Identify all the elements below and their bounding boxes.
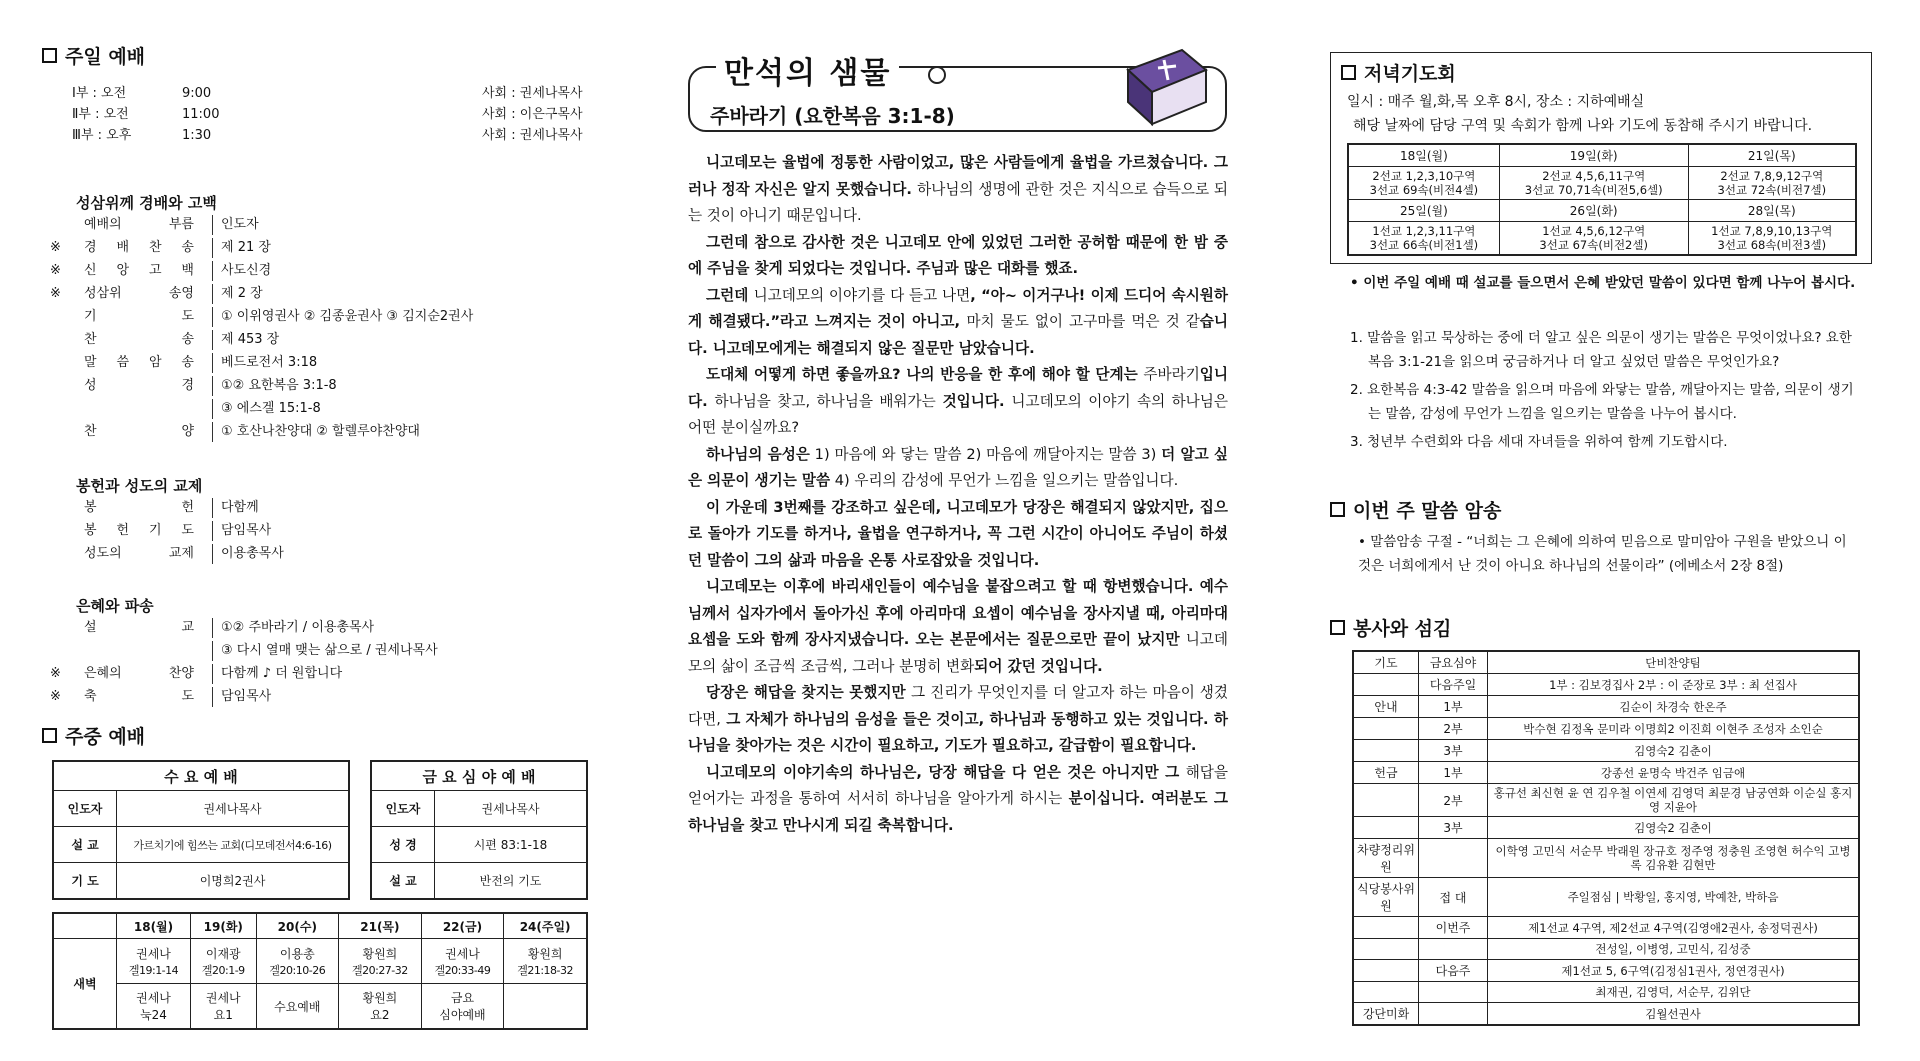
section-title: 주일 예배 xyxy=(65,46,146,68)
order-label: 성삼위 송영 xyxy=(84,286,194,301)
service-sub xyxy=(1419,1003,1488,1026)
evening-schedule: 일시 : 매주 월,화,목 오후 8시, 장소 : 지하예배실 xyxy=(1347,94,1645,110)
fri-key: 설 교 xyxy=(371,863,435,899)
order-value: ① 이위영권사 ② 김종윤권사 ③ 김지순2권사 xyxy=(212,307,473,327)
order-value: 제 2 장 xyxy=(212,284,263,304)
order-row xyxy=(42,215,562,235)
dawn-cell xyxy=(256,939,339,984)
bible-icon xyxy=(1120,48,1210,128)
message-paragraph xyxy=(688,574,1228,680)
emphasis-text: 당장은 해답을 찾지는 못했지만 xyxy=(706,684,912,701)
section-sunday-worship xyxy=(42,42,145,69)
order-value: 베드로전서 3:18 xyxy=(212,353,317,373)
service-time: 1:30 xyxy=(182,128,212,143)
dawn-ref: 겔20:1-9 xyxy=(201,963,245,977)
service-value: 김순이 차경숙 한온주 xyxy=(1488,696,1860,718)
dawn-ref: 겔19:1-14 xyxy=(128,963,179,977)
service-part: Ⅰ부 : 오전 xyxy=(72,86,127,101)
worship-subtitle: 성삼위께 경배와 고백 xyxy=(76,194,217,212)
dawn-cell xyxy=(339,984,422,1030)
dawn-label: 새벽 xyxy=(53,939,117,1030)
service-value: 주일점심 | 박황일, 홍지영, 박예찬, 박하음 xyxy=(1488,878,1860,917)
section-weekday-worship xyxy=(42,722,145,749)
emphasis-text: 그 자체가 하나님의 음성을 들은 것이고, 하나님과 동행하고 있는 것입니다. 하나님을 찾아가는 것은 시간이 필요하고, 기도가 필요하고, 갈급함이 필요합니다. xyxy=(688,710,1228,754)
service-group: 안내 xyxy=(1353,696,1419,718)
dawn-cell xyxy=(504,984,587,1030)
dawn-day: 19(화) xyxy=(191,913,256,939)
dawn-name: 이재광 xyxy=(205,946,241,961)
service-sub: 다음주 xyxy=(1419,960,1488,982)
service-group xyxy=(1353,674,1419,696)
service-sub: 1부 xyxy=(1419,696,1488,718)
dawn-ref: 요1 xyxy=(213,1008,233,1022)
service-host: 사회 : 이은구목사 xyxy=(482,107,583,122)
dawn-ref: 겔20:10-26 xyxy=(269,963,326,977)
wed-value: 이명희2권사 xyxy=(117,863,350,899)
dawn-ref: 눅24 xyxy=(140,1008,167,1022)
evening-prayer-box xyxy=(1330,52,1872,264)
order-label: 설 교 xyxy=(84,620,194,635)
service-row xyxy=(1353,960,1859,982)
service-value: 전성일, 이병영, 고민식, 김성중 xyxy=(1488,939,1860,960)
message-subtitle: 주바라기 (요한복음 3:1-8) xyxy=(710,104,955,128)
dawn-day: 20(수) xyxy=(256,913,339,939)
body-text: 해답을 얻어가는 과정을 통하여 서서히 하나님을 알아가게 하시는 xyxy=(688,763,1228,807)
service-row xyxy=(1353,982,1859,1003)
service-row xyxy=(1353,674,1859,696)
service-sub: 2부 xyxy=(1419,718,1488,740)
section-memory-verse xyxy=(1330,496,1501,523)
prayer-groups xyxy=(1688,167,1856,200)
order-value: 제 453 장 xyxy=(212,330,279,350)
dawn-cell xyxy=(117,939,191,984)
order-label: 봉 헌 기 도 xyxy=(84,523,194,538)
message-paragraph xyxy=(688,680,1228,760)
order-value: 담임목사 xyxy=(212,687,271,707)
wednesday-service-table xyxy=(52,760,350,900)
friday-service-table xyxy=(370,760,588,900)
service-group: 기도 xyxy=(1353,651,1419,674)
message-paragraph xyxy=(688,230,1228,283)
evening-note: 해당 날짜에 담당 구역 및 속회가 함께 나와 기도에 동참해 주시기 바랍니다. xyxy=(1353,118,1813,134)
service-sub: 3부 xyxy=(1419,740,1488,762)
required-mark: ※ xyxy=(50,666,61,681)
dawn-ref: 심야예배 xyxy=(439,1008,486,1022)
prayer-cell: 3선교 70,71속(비전5,6셀) xyxy=(1524,183,1663,197)
memory-verse: • 말씀암송 구절 - “너희는 그 은혜에 의하여 믿음으로 말미암아 구원을 받았으니 이것은 너희에게서 난 것이 아니요 하나님의 선물이라” (에베소서 2장 8절) xyxy=(1358,534,1847,574)
order-label: 기 도 xyxy=(84,309,194,324)
service-value: 제1선교 5, 6구역(김정심1권사, 정연경권사) xyxy=(1488,960,1860,982)
dawn-ref: 겔21:18-32 xyxy=(517,963,574,977)
order-row xyxy=(42,261,562,281)
body-text: 4) 우리의 감성에 무언가 느낌을 일으키는 말씀입니다. xyxy=(830,472,1179,489)
prayer-groups xyxy=(1499,222,1688,256)
service-row xyxy=(1353,939,1859,960)
service-row xyxy=(1353,696,1859,718)
service-value: 1부 : 김보경집사 2부 : 이 준장로 3부 : 최 선집사 xyxy=(1488,674,1860,696)
prayer-day: 21일(목) xyxy=(1688,144,1856,167)
emphasis-text: 분이십니다. 여러분도 그 하나님을 찾고 만나시게 되길 축복합니다. xyxy=(688,790,1228,834)
order-row xyxy=(42,422,562,442)
dawn-day: 24(주일) xyxy=(504,913,587,939)
service-sub xyxy=(1419,939,1488,960)
section-title: 이번 주 말씀 암송 xyxy=(1353,500,1502,522)
service-group: 차량정리위원 xyxy=(1353,839,1419,878)
service-row xyxy=(1353,784,1859,817)
order-row xyxy=(42,641,562,661)
wed-value: 가르치기에 힘쓰는 교회(디모데전서4:6-16) xyxy=(117,827,350,863)
dawn-cell xyxy=(421,984,504,1030)
message-paragraph xyxy=(688,283,1228,363)
service-part: Ⅲ부 : 오후 xyxy=(72,128,132,143)
service-group xyxy=(1353,939,1419,960)
service-table xyxy=(1352,650,1860,1026)
dawn-name: 이용총 xyxy=(279,946,315,961)
wed-value: 권세나목사 xyxy=(117,791,350,827)
prayer-day: 18일(월) xyxy=(1348,144,1499,167)
service-part: Ⅱ부 : 오전 xyxy=(72,107,129,122)
prayer-group-row xyxy=(1348,222,1856,256)
service-sub: 금요심야 xyxy=(1419,651,1488,674)
message-paragraph xyxy=(688,442,1228,495)
share-item: 3. 청년부 수련회와 다음 세대 자녀들을 위하여 함께 기도합시다. xyxy=(1350,434,1728,450)
fri-value: 시편 83:1-18 xyxy=(435,827,588,863)
order-value: 제 21 장 xyxy=(212,238,271,258)
prayer-cell: 3선교 67속(비전2셀) xyxy=(1539,238,1648,252)
bullet-icon: • xyxy=(1350,275,1364,291)
service-host: 사회 : 권세나목사 xyxy=(482,128,583,143)
emphasis-text: 것입니다. xyxy=(935,392,1012,410)
service-row xyxy=(1353,740,1859,762)
order-label: 봉 헌 xyxy=(84,500,194,515)
order-value: 사도신경 xyxy=(212,261,271,281)
body-text: 하나님의 생명에 관한 것은 지식으로 습득으로 되는 것이 아니기 때문입니다. xyxy=(688,180,1228,224)
body-text: 하나님을 찾고, 하나님을 배워가는 xyxy=(714,392,936,410)
service-row xyxy=(1353,917,1859,939)
order-row xyxy=(42,330,562,350)
order-row xyxy=(42,284,562,304)
dawn-name: 황원희 xyxy=(362,991,398,1005)
order-label: 성도의 교제 xyxy=(84,546,194,561)
prayer-cell: 3선교 68속(비전3셀) xyxy=(1717,238,1827,252)
memory-verse-text: “너희는 그 은혜에 의하여 믿음으로 말미암아 구원을 받았으니 이것은 너희에게서 난 것이 아니요 하나님의 선물이라” (에베소서 2장 8절) xyxy=(1358,534,1847,574)
service-group: 식당봉사위원 xyxy=(1353,878,1419,917)
order-value: 다함께 ♪ 더 원합니다 xyxy=(212,664,342,684)
square-bullet-icon xyxy=(42,48,57,63)
service-value: 홍규선 최신현 윤 연 김우철 이연세 김영덕 최문경 남궁연화 이순실 홍지영 지윤아 xyxy=(1488,784,1860,817)
service-sub: 다음주일 xyxy=(1419,674,1488,696)
service-row xyxy=(1353,817,1859,839)
prayer-day-row xyxy=(1348,144,1856,167)
required-mark: ※ xyxy=(50,240,61,255)
section-title: 봉사와 섬김 xyxy=(1353,618,1452,640)
service-row xyxy=(1353,839,1859,878)
service-sub: 3부 xyxy=(1419,817,1488,839)
service-sub xyxy=(1419,839,1488,878)
share-item: 1. 말씀을 읽고 묵상하는 중에 더 알고 싶은 의문이 생기는 말씀은 무엇이었나요? 요한복음 3:1-21을 읽으며 궁금하거나 더 알고 싶었던 말씀은 무엇인가요? xyxy=(1350,330,1852,370)
service-value: 이학영 고민식 서순무 박래원 장규호 정주영 정충원 조영현 허수익 고병록 김유환 김현만 xyxy=(1488,839,1860,878)
emphasis-text: 되어 갔던 것입니다. xyxy=(974,657,1103,675)
dawn-cell xyxy=(339,939,422,984)
prayer-district: 1선교 7,8,9,10,13구역 xyxy=(1711,224,1833,238)
service-sub: 2부 xyxy=(1419,784,1488,817)
prayer-groups xyxy=(1688,222,1856,256)
order-value: 이용총목사 xyxy=(212,544,284,564)
emphasis-text: 도대체 어떻게 하면 좋을까요? 나의 반응을 한 후에 해야 할 단계는 xyxy=(706,366,1144,383)
service-row xyxy=(1353,651,1859,674)
order-value: ①② 요한복음 3:1-8 xyxy=(212,376,337,396)
body-text: 니고데모의 이야기를 다 듣고 나면 xyxy=(753,286,971,304)
order-value: ① 호산나찬양대 ② 할렐루야찬양대 xyxy=(212,422,420,442)
message-paragraph xyxy=(688,150,1228,230)
prayer-group-row xyxy=(1348,167,1856,200)
prayer-district: 1선교 4,5,6,12구역 xyxy=(1542,224,1646,238)
square-bullet-icon xyxy=(1330,502,1345,517)
service-value: 김영숙2 김춘이 xyxy=(1488,740,1860,762)
section-title: 저녁기도회 xyxy=(1364,63,1456,85)
service-value: 박수현 김정옥 문미라 이명희2 이진희 이현주 조성자 소인순 xyxy=(1488,718,1860,740)
message-paragraph xyxy=(688,362,1228,442)
dawn-day: 21(목) xyxy=(339,913,422,939)
dawn-name: 황원희 xyxy=(527,946,563,961)
prayer-district: 2선교 4,5,6,11구역 xyxy=(1542,169,1646,183)
order-label: 말 씀 암 송 xyxy=(84,355,194,370)
dawn-day: 18(월) xyxy=(117,913,191,939)
dawn-name: 권세나 xyxy=(136,946,171,961)
order-label: 신 앙 고 백 xyxy=(84,263,194,278)
service-sub: 이번주 xyxy=(1419,917,1488,939)
order-label: 경 배 찬 송 xyxy=(84,240,194,255)
order-row xyxy=(42,353,562,373)
share-lead: • 이번 주일 예배 때 설교를 들으면서 은혜 받았던 말씀이 있다면 함께 나누어 봅시다. xyxy=(1350,275,1856,291)
section-service xyxy=(1330,614,1451,641)
service-row xyxy=(1353,878,1859,917)
required-mark: ※ xyxy=(50,263,61,278)
dawn-ref: 겔20:27-32 xyxy=(351,963,408,977)
prayer-cell: 3선교 72속(비전7셀) xyxy=(1717,183,1827,197)
fri-key: 성 경 xyxy=(371,827,435,863)
service-row xyxy=(1353,762,1859,784)
service-group xyxy=(1353,784,1419,817)
prayer-district: 2선교 1,2,3,10구역 xyxy=(1372,169,1476,183)
circle-ornament-icon xyxy=(928,66,946,84)
dawn-cell xyxy=(256,984,339,1030)
order-row xyxy=(42,544,562,564)
emphasis-text: 니고데모의 이야기속의 하나님은, 당장 해답을 다 얻은 것은 아니지만 그 xyxy=(706,763,1186,781)
service-value: 김영숙2 김춘이 xyxy=(1488,817,1860,839)
order-label: 은혜의 찬양 xyxy=(84,666,194,681)
body-text: 니고데모의 삶이 조금씩 조금씩, 그러나 분명히 변화 xyxy=(688,631,1228,675)
emphasis-text: , “아~ 이거구나! 이제 드디어 속시원하게 해결됐다.”라고 느껴지는 것이 아니고, xyxy=(688,286,1229,330)
emphasis-text: 이 가운데 3번째를 강조하고 싶은데, 니고데모가 당장은 해결되지 않았지만, 집으로 돌아가 기도를 하거나, 율법을 연구하거나, 꼭 그런 시간이 아니어도 주님이 하셨던 말씀이 그의 삶과 마음을 온통 사로잡았을 것입니다. xyxy=(688,498,1228,569)
dawn-ref: 요2 xyxy=(370,1008,390,1022)
fri-title: 금 요 심 야 예 배 xyxy=(371,761,587,791)
order-row xyxy=(42,618,562,638)
dawn-service-table xyxy=(52,912,588,1030)
prayer-cell: 3선교 69속(비전4셀) xyxy=(1369,183,1479,197)
body-text: 1) 마음에 와 닿는 말씀 2) 마음에 깨달아지는 말씀 3) xyxy=(809,445,1162,463)
dawn-day: 22(금) xyxy=(421,913,504,939)
service-group xyxy=(1353,817,1419,839)
order-row xyxy=(42,238,562,258)
dawn-cell xyxy=(117,984,191,1030)
order-label: 예배의 부름 xyxy=(84,217,194,232)
share-list xyxy=(1350,326,1860,458)
banner-logo: 만석의 샘물 xyxy=(716,48,899,92)
service-row xyxy=(1353,1003,1859,1026)
emphasis-text: 그런데 xyxy=(706,286,754,304)
order-value: ①② 주바라기 / 이용총목사 xyxy=(212,618,374,638)
body-text: 마치 물도 없이 고구마를 먹은 것 같 xyxy=(966,313,1200,330)
message-paragraph xyxy=(688,495,1228,575)
order-row xyxy=(42,399,562,419)
body-text: 그 진리가 무엇인지를 더 알고자 하는 마음이 생겼다면, xyxy=(688,684,1228,728)
order-row xyxy=(42,664,562,684)
offering-subtitle: 봉헌과 성도의 교제 xyxy=(76,477,203,495)
service-sub xyxy=(1419,982,1488,1003)
order-label: 찬 송 xyxy=(84,332,194,347)
service-value: 최재권, 김영덕, 서순무, 김위단 xyxy=(1488,982,1860,1003)
service-group xyxy=(1353,982,1419,1003)
emphasis-text: 하나님의 음성은 xyxy=(706,445,810,463)
dawn-name: 금요 xyxy=(450,991,475,1005)
section-evening-prayer xyxy=(1341,59,1456,86)
service-value: 제1선교 4구역, 제2선교 4구역(김영애2권사, 송정덕권사) xyxy=(1488,917,1860,939)
dawn-cell xyxy=(191,984,256,1030)
prayer-groups xyxy=(1348,222,1499,256)
prayer-groups xyxy=(1499,167,1688,200)
order-label: 성 경 xyxy=(84,378,194,393)
dawn-cell xyxy=(421,939,504,984)
order-value: 담임목사 xyxy=(212,521,271,541)
prayer-day: 25일(월) xyxy=(1348,200,1499,222)
service-group xyxy=(1353,740,1419,762)
service-value: 강종선 윤명숙 박건주 임금애 xyxy=(1488,762,1860,784)
order-row xyxy=(42,521,562,541)
dawn-name: 권세나 xyxy=(136,991,171,1005)
order-value: ③ 다시 열매 맺는 삶으로 / 권세나목사 xyxy=(212,641,438,661)
message-banner xyxy=(688,48,1228,138)
service-row xyxy=(1353,718,1859,740)
square-bullet-icon xyxy=(1341,65,1356,80)
prayer-groups xyxy=(1348,167,1499,200)
dawn-ref: 겔20:33-49 xyxy=(434,963,491,977)
section-title: 주중 예배 xyxy=(65,726,146,748)
dawn-cell xyxy=(191,939,256,984)
service-time: 9:00 xyxy=(182,86,212,101)
order-row xyxy=(42,376,562,396)
prayer-district: 1선교 1,2,3,11구역 xyxy=(1372,224,1476,238)
wed-key: 기 도 xyxy=(53,863,117,899)
service-row xyxy=(72,124,592,143)
prayer-day: 19일(화) xyxy=(1499,144,1688,167)
service-value: 단비찬양팀 xyxy=(1488,651,1860,674)
evening-prayer-table xyxy=(1347,143,1857,256)
order-row xyxy=(42,687,562,707)
body-text: 니고데모의 이야기 속의 하나님은 어떤 분이실까요? xyxy=(688,392,1228,436)
message-paragraph xyxy=(688,760,1228,840)
service-sub: 1부 xyxy=(1419,762,1488,784)
emphasis-text: 더 알고 싶은 의문이 생기는 말씀 xyxy=(688,445,1228,489)
order-row xyxy=(42,307,562,327)
required-mark: ※ xyxy=(50,286,61,301)
fri-value: 반전의 기도 xyxy=(435,863,588,899)
wed-title: 수 요 예 배 xyxy=(53,761,349,791)
square-bullet-icon xyxy=(1330,620,1345,635)
dawn-corner xyxy=(53,913,117,939)
service-group: 헌금 xyxy=(1353,762,1419,784)
service-group xyxy=(1353,718,1419,740)
prayer-district: 2선교 7,8,9,12구역 xyxy=(1720,169,1824,183)
prayer-day-row xyxy=(1348,200,1856,222)
fri-key: 인도자 xyxy=(371,791,435,827)
emphasis-text: 습니다. 니고데모에게는 해결되지 않은 질문만 남았습니다. xyxy=(688,313,1228,357)
prayer-day: 26일(화) xyxy=(1499,200,1688,222)
dawn-name: 황원희 xyxy=(362,946,398,961)
prayer-day: 28일(목) xyxy=(1688,200,1856,222)
service-time: 11:00 xyxy=(182,107,220,122)
dawn-cell xyxy=(504,939,587,984)
wed-key: 설 교 xyxy=(53,827,117,863)
service-row xyxy=(72,103,592,122)
wed-key: 인도자 xyxy=(53,791,117,827)
bullet-icon: • xyxy=(1358,534,1371,550)
emphasis-text: 그런데 참으로 감사한 것은 니고데모 안에 있었던 그러한 공허함 때문에 한 밤 중에 주님을 찾게 되었다는 것입니다. 주님과 많은 대화를 했죠. xyxy=(688,233,1228,277)
dawn-name: 권세나 xyxy=(205,991,241,1005)
dawn-name: 수요예배 xyxy=(274,999,321,1014)
service-group xyxy=(1353,960,1419,982)
order-row xyxy=(42,498,562,518)
grace-subtitle: 은혜와 파송 xyxy=(76,597,154,615)
service-group: 강단미화 xyxy=(1353,1003,1419,1026)
order-label: 찬 양 xyxy=(84,424,194,439)
service-value: 김월선권사 xyxy=(1488,1003,1860,1026)
service-group xyxy=(1353,917,1419,939)
emphasis-text: 니고데모는 율법에 정통한 사람이었고, 많은 사람들에게 율법을 가르쳤습니다. 그러나 정작 자신은 알지 못했습니다. xyxy=(688,154,1228,198)
service-host: 사회 : 권세나목사 xyxy=(482,86,583,101)
body-text: 주바라기 xyxy=(1143,366,1200,383)
emphasis-text: 니고데모는 이후에 바리새인들이 예수님을 붙잡으려고 할 때 항변했습니다. 예수님께서 십자가에서 돌아가신 후에 아리마대 요셉이 예수님을 장사지낼 때, 아리마대 요셉을 도와 함께 장사지냈습니다. 오는 본문에서는 질문으로만 끝이 났지만 xyxy=(688,578,1228,648)
prayer-cell: 3선교 66속(비전1셀) xyxy=(1369,238,1479,252)
order-value: ③ 에스겔 15:1-8 xyxy=(212,399,321,419)
order-value: 다함께 xyxy=(212,498,259,518)
dawn-name: 권세나 xyxy=(445,946,480,961)
required-mark: ※ xyxy=(50,689,61,704)
service-row xyxy=(72,82,592,101)
service-sub: 접 대 xyxy=(1419,878,1488,917)
order-value: 인도자 xyxy=(212,215,259,235)
square-bullet-icon xyxy=(42,728,57,743)
emphasis-text: 입니다. xyxy=(688,366,1228,410)
order-label: 축 도 xyxy=(84,689,194,704)
fri-value: 권세나목사 xyxy=(435,791,588,827)
share-item: 2. 요한복음 4:3-42 말씀을 읽으며 마음에 와닿는 말씀, 깨달아지는 말씀, 의문이 생기는 말씀, 감성에 무언가 느낌을 일으키는 말씀을 나누어 봅시다. xyxy=(1350,382,1854,422)
message-body xyxy=(688,150,1228,839)
